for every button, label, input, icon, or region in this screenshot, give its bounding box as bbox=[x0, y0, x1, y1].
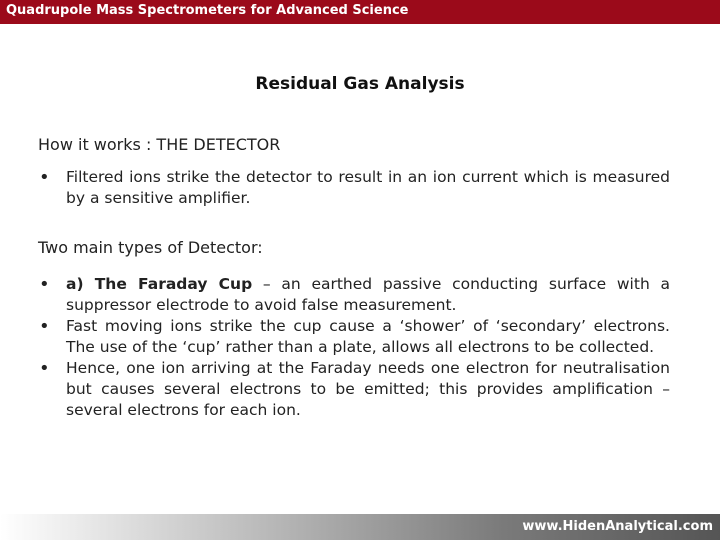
list-item bbox=[38, 167, 670, 209]
bullet-text: Hence, one ion arriving at the Faraday needs one electron for neutralisation but causes several electrons to be emitted; this provides amplification – several electrons for each ion. bbox=[66, 359, 670, 419]
bullet-text: Fast moving ions strike the cup cause a ‘shower’ of ‘secondary’ electrons. The use of the ‘cup’ rather than a plate, allows all electrons to be collected. bbox=[66, 317, 670, 356]
bullet-icon: • bbox=[39, 358, 50, 379]
bullet-text: Filtered ions strike the detector to result in an ion current which is measured by a sensitive amplifier. bbox=[66, 168, 670, 207]
section-heading-detector-types: Two main types of Detector: bbox=[38, 238, 263, 257]
bullet-icon: • bbox=[39, 167, 50, 188]
bullet-text: – an earthed passive conducting surface with a suppressor electrode to avoid false measurement. bbox=[66, 275, 670, 314]
faraday-cup-term: a) The Faraday Cup bbox=[66, 275, 253, 293]
header-bar-text: Quadrupole Mass Spectrometers for Advanced Science bbox=[6, 3, 409, 18]
bullet-list-detector-types bbox=[38, 274, 670, 421]
footer-bar bbox=[0, 514, 720, 540]
list-item bbox=[38, 316, 670, 358]
list-item bbox=[38, 274, 670, 316]
header-bar bbox=[0, 0, 720, 24]
bullet-icon: • bbox=[39, 316, 50, 337]
footer-url[interactable]: www.HidenAnalytical.com bbox=[522, 519, 713, 534]
bullet-icon: • bbox=[39, 274, 50, 295]
list-item bbox=[38, 358, 670, 421]
slide-title: Residual Gas Analysis bbox=[255, 74, 465, 94]
bullet-list-detector bbox=[38, 167, 670, 209]
section-heading-how-it-works: How it works : THE DETECTOR bbox=[38, 135, 281, 154]
